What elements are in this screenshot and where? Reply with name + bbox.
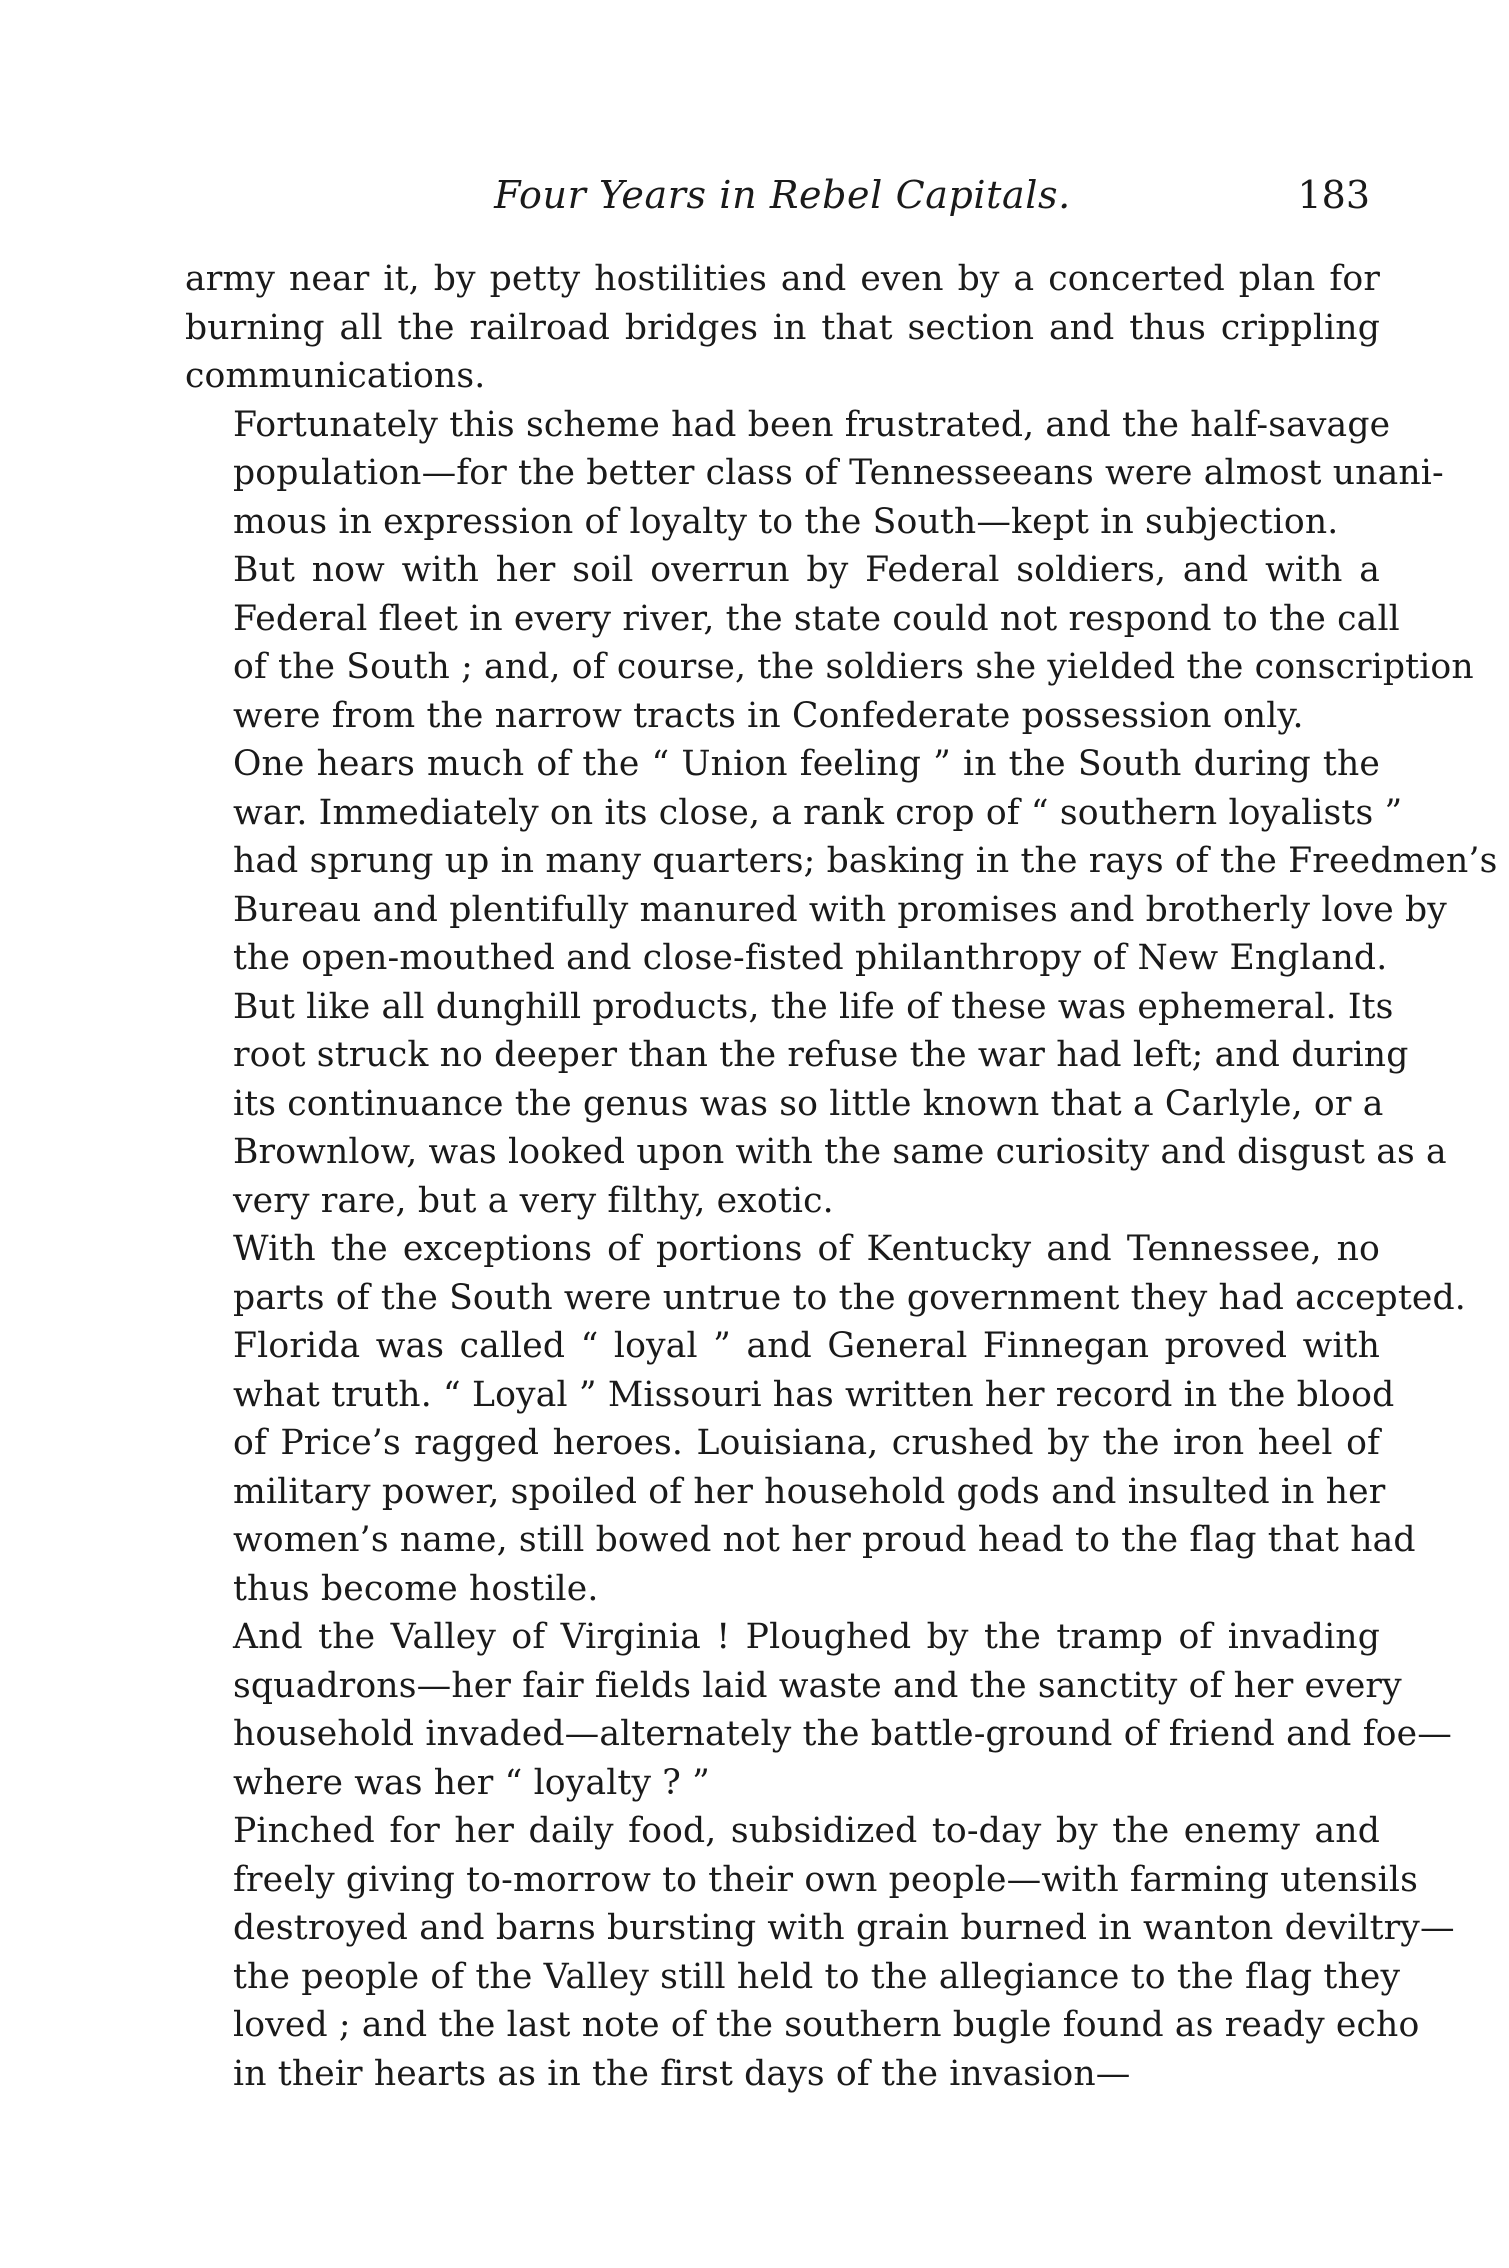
text-line: its continuance the genus was so little known that a Carlyle, or a [233,1083,1384,1124]
text-line: household invaded—alternately the battle-ground of friend and foe— [233,1714,1452,1754]
text-line: But now with her soil overrun by Federal soldiers, and with a [233,550,1380,590]
body-text [185,255,1498,2098]
text-line: mous in expression of loyalty to the South—kept in subjection. [233,501,1339,542]
text-line: what truth. “ Loyal ” Missouri has written her record in the blood [233,1374,1395,1415]
text-line: loved ; and the last note of the southern bugle found as ready echo [233,2005,1420,2045]
page-number: 183 [1297,173,1370,217]
text-line: With the exceptions of portions of Kentucky and Tennessee, no [233,1229,1380,1269]
text-line: women’s name, still bowed not her proud head to the flag that had [233,1520,1416,1560]
text-line: Bureau and plentifully manured with promises and brotherly love by [233,889,1447,930]
text-line: Federal fleet in every river, the state could not respond to the call [233,598,1400,639]
paragraph [185,1225,1466,1322]
text-line: destroyed and barns bursting with grain burned in wanton deviltry— [233,1908,1455,1948]
paragraph [185,546,1474,740]
text-line: squadrons—her fair fields laid waste and the sanctity of her every [233,1665,1402,1706]
text-line: were from the narrow tracts in Confederate possession only. [233,695,1304,736]
text-line: Pinched for her daily food, subsidized to-day by the enemy and [233,1811,1380,1851]
text-line: had sprung up in many quarters; basking in the rays of the Freedmen’s [233,841,1498,881]
text-line: population—for the better class of Tennesseeans were almost unani- [233,453,1444,493]
text-line: very rare, but a very filthy, exotic. [233,1180,834,1221]
text-line: Fortunately this scheme had been frustrated, and the half-savage [233,404,1391,445]
paragraph [185,1613,1452,1807]
paragraph [185,1807,1455,2098]
paragraph [185,401,1444,547]
text-line: But like all dunghill products, the life of these was ephemeral. Its [233,986,1394,1027]
paragraph [185,740,1498,1225]
text-line: root struck no deeper than the refuse the war had left; and during [233,1035,1409,1075]
text-line: And the Valley of Virginia ! Ploughed by the tramp of invading [233,1617,1380,1657]
text-line: where was her “ loyalty ? ” [233,1762,710,1803]
text-line: of Price’s ragged heroes. Louisiana, crushed by the iron heel of [233,1423,1380,1463]
text-line: Brownlow, was looked upon with the same curiosity and disgust as a [233,1132,1447,1172]
text-line: freely giving to-morrow to their own people—with farming utensils [233,1859,1418,1900]
paragraph [185,1322,1416,1613]
text-line: military power, spoiled of her household gods and insulted in her [233,1471,1386,1512]
text-line: Florida was called “ loyal ” and General Finnegan proved with [233,1326,1380,1366]
text-line: the people of the Valley still held to the allegiance to the flag they [233,1956,1401,1997]
paragraph [185,255,1380,401]
text-line: the open-mouthed and close-fisted philanthropy of New England. [233,938,1388,978]
text-line: thus become hostile. [233,1568,599,1609]
running-title: Four Years in Rebel Capitals. [494,173,1071,217]
text-line: communications. [185,356,486,396]
text-line: in their hearts as in the first days of the invasion— [233,2053,1131,2094]
running-head [185,165,1380,225]
text-line: burning all the railroad bridges in that section and thus crippling [185,307,1380,348]
text-line: parts of the South were untrue to the government they had accepted. [233,1277,1466,1318]
text-line: of the South ; and, of course, the soldiers she yielded the conscription [233,647,1474,687]
text-line: army near it, by petty hostilities and even by a concerted plan for [185,259,1380,299]
text-line: war. Immediately on its close, a rank crop of “ southern loyalists ” [233,792,1403,833]
text-line: One hears much of the “ Union feeling ” in the South during the [233,744,1380,784]
